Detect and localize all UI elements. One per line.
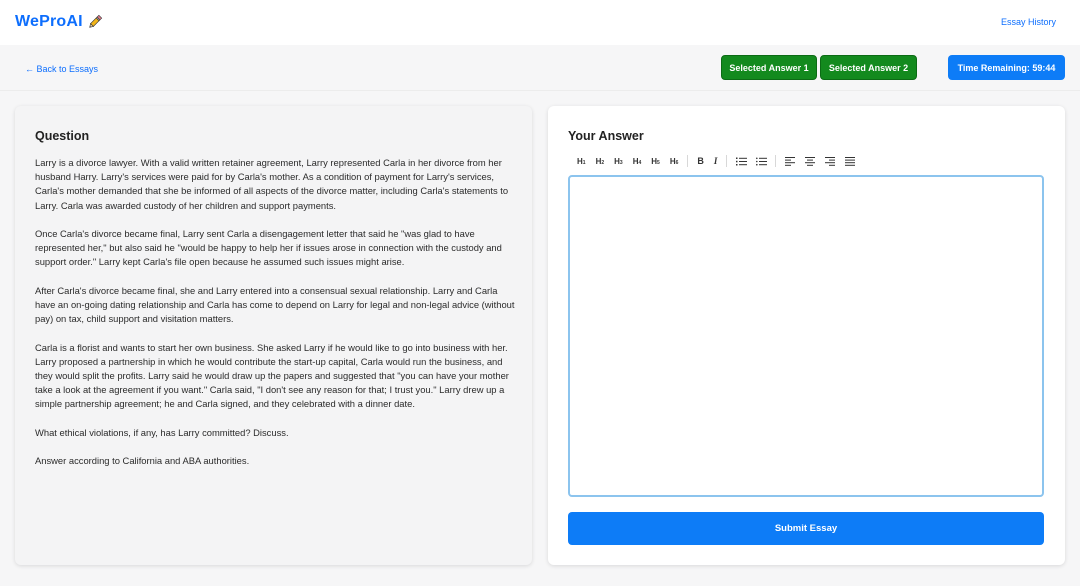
submit-essay-button[interactable]: Submit Essay (568, 512, 1044, 545)
bold-button[interactable]: B (697, 156, 704, 166)
question-title: Question (35, 129, 90, 143)
align-justify-icon[interactable] (840, 153, 860, 169)
selected-answer-2-button[interactable]: Selected Answer 2 (820, 55, 917, 80)
ordered-list-icon[interactable] (731, 153, 751, 169)
answer-editor[interactable] (568, 175, 1044, 497)
question-paragraph: Carla is a florist and wants to start her own business. She asked Larry if he would like to go into business with her. Larry proposed a partnership in which he would contribute the start-up capital, Carla would run the business, and they would split the profits. Larry said he would draw up the papers and suggested that "you can have your mother take a look at the agreement if you want." Carla said, "I don't see any reason for that; I trust you." Larry drew up a simple partnership agreement; he and Carla signed, and they celebrated with a dinner date. (35, 341, 509, 410)
bullet-list-icon[interactable] (751, 153, 771, 169)
editor-toolbar (572, 153, 860, 169)
question-paragraph: What ethical violations, if any, has Larry committed? Discuss. (35, 426, 289, 438)
back-to-essays-link[interactable]: ← Back to Essays (25, 64, 99, 74)
toolbar-divider (775, 155, 776, 167)
sub-toolbar (0, 45, 1080, 91)
toolbar-divider (726, 155, 727, 167)
align-left-icon[interactable] (780, 153, 800, 169)
align-right-icon[interactable] (820, 153, 840, 169)
heading-4-button[interactable]: H 4 (632, 156, 642, 166)
toolbar-divider (687, 155, 688, 167)
answer-panel (548, 106, 1065, 565)
question-paragraph: Once Carla's divorce became final, Larry sent Carla a disengagement letter that said he "was glad to have represented her," but also said he "would be happy to help her if issues arose in connection with the custody and support order." Larry kept Carla's file open because he assumed such issues might arise. (35, 228, 502, 268)
selected-answer-1-button[interactable]: Selected Answer 1 (721, 55, 817, 80)
brand-logo[interactable] (15, 13, 103, 31)
top-header (0, 0, 1080, 45)
italic-button[interactable]: I (713, 156, 718, 166)
question-paragraph: Answer according to California and ABA authorities. (35, 455, 250, 467)
heading-6-button[interactable]: H 6 (669, 156, 679, 166)
heading-1-button[interactable]: H 1 (577, 156, 586, 166)
question-body (35, 156, 515, 483)
brand-name: WeProAI (15, 13, 83, 30)
heading-3-button[interactable]: H 3 (614, 156, 623, 166)
question-panel (15, 106, 532, 565)
pencil-icon (87, 14, 103, 30)
heading-5-button[interactable]: H 5 (651, 156, 660, 166)
time-remaining-badge: Time Remaining: 59:44 (948, 55, 1065, 80)
question-paragraph: After Carla's divorce became final, she and Larry entered into a consensual sexual relationship. Larry and Carla have an on-going dating relationship and Carla has come to depend on Larry for legal and non-legal advice (without pay) on tax, child support and visitation matters. (35, 284, 515, 325)
question-paragraph: Larry is a divorce lawyer. With a valid written retainer agreement, Larry represented Carla in her divorce from her husband Harry. Larry's services were paid for by Carla's mother. As a condition of payment for Larry's services, Carla's mother demanded that she be informed of all aspects of the divorce matter, including Carla's statements to Larry. Carla was awarded custody of her children and support payments. (35, 157, 509, 211)
align-center-icon[interactable] (800, 153, 820, 169)
heading-2-button[interactable]: H 2 (595, 156, 605, 166)
essay-history-link[interactable]: Essay History (1000, 17, 1056, 27)
answer-title: Your Answer (568, 129, 644, 143)
